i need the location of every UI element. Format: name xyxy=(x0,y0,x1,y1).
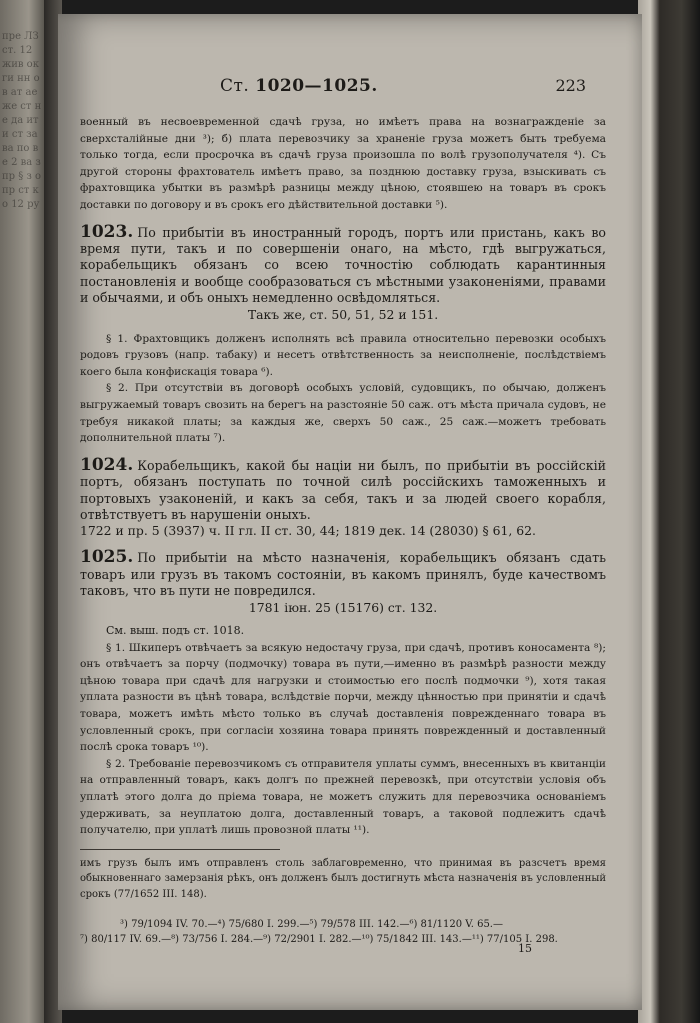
article-1023 xyxy=(80,221,606,447)
facing-page-edge xyxy=(0,0,48,1023)
page-title: Ст. 1020—1025. xyxy=(220,76,378,96)
page-number: 223 xyxy=(555,76,586,95)
article-source: Такъ же, ст. 50, 51, 52 и 151. xyxy=(247,306,439,322)
see-also-reference: См. выш. подъ ст. 1018. xyxy=(106,623,245,637)
article-text: По прибытіи въ иностранный городъ, портъ или пристань, какъ во время пути, такъ и по совершеніи онаго, на мѣсто, гдѣ выгружаться, корабельщикъ обязанъ со всею точностію соблюдать карантинныя постановленія и вообще сообразоваться съ мѣстными узаконеніями, правами и обычаями, и объ оныхъ немедленно освѣдомляться. xyxy=(80,224,606,306)
footnote-continuation: имъ грузъ былъ имъ отправленъ столь заблаговременно, что принимая въ разсчетъ время обыкновеннаго замерзанія рѣкъ, онъ долженъ былъ достигнуть мѣста назначенія въ условленный срокъ (77/1652 III. 148). xyxy=(80,857,606,900)
article-number: 1023. xyxy=(80,221,134,242)
footnote-line: ³) 79/1094 IV. 70.—⁴) 75/680 I. 299.—⁵) 79/578 III. 142.—⁶) 81/1120 V. 65.— xyxy=(120,918,503,930)
article-1024 xyxy=(80,454,606,540)
article-text: Корабельщикъ, какой бы націи ни былъ, по прибытіи въ россійскій портъ, обязанъ поступать по точной силѣ россійскихъ таможенныхъ и портовыхъ узаконеній, и какъ за себя, такъ и за людей своего корабля, отвѣтствуетъ въ нарушеніи оныхъ. xyxy=(80,457,606,522)
book-page xyxy=(58,14,642,1010)
article-text: По прибытіи на мѣсто назначенія, корабельщикъ обязанъ сдать товаръ или грузъ въ такомъ состояніи, въ какомъ принялъ, буде качествомъ таковъ, что въ пути не повредился. xyxy=(80,550,606,599)
article-note: § 1. Шкиперъ отвѣчаетъ за всякую недостачу груза, при сдачѣ, противъ коносамента ⁸); онъ отвѣчаетъ за порчу (подмочку) товара въ пути,—именно въ размѣрѣ разности между цѣною товара при сдачѣ для нагрузки и стоимостью его послѣ подмочки ⁹), хотя такая уплата разности въ цѣнѣ товара, вслѣдствіе порчи, между цѣнностью при принятіи и сдачѣ товара, можетъ имѣть мѣсто только въ случаѣ доставленія поврежденнаго товара въ условленный срокъ, при согласіи хозяина товара принять поврежденный и доставленный послѣ срока товаръ ¹⁰). xyxy=(80,641,606,754)
facing-page-text: пре ЛЗ ст. 12 жив ок ги нн ов ат ае же ст не да ит и ст за ва по ве 2 ва з пр § з о пр ст ко 12 ру xyxy=(2,31,42,210)
article-source: 1781 іюн. 25 (15176) ст. 132. xyxy=(248,599,438,615)
article-1025 xyxy=(80,549,606,838)
footnote-divider xyxy=(80,849,280,850)
article-number: 1024. xyxy=(80,454,134,475)
footnote-line: ⁷) 80/117 IV. 69.—⁸) 73/756 I. 284.—⁹) 72/2901 I. 282.—¹⁰) 75/1842 III. 143.—¹¹) 77/105 I. 298. xyxy=(80,934,558,946)
article-number: 1025. xyxy=(80,547,134,568)
article-note: § 2. Требованіе перевозчикомъ съ отправителя уплаты суммъ, внесенныхъ въ квитанціи на отправленный товаръ, какъ долгъ по прежней перевозкѣ, при отсутствіи условія объ уплатѣ этого долга до пріема товара, не можетъ служить для перевозчика основаніемъ удерживать, за неуплатою долга, доставленный товаръ, а таковой подлежитъ сдачѣ получателю, при уплатѣ лишь провозной платы ¹¹). xyxy=(80,757,606,837)
page-body xyxy=(80,114,606,948)
article-source: 1722 и пр. 5 (3937) ч. II гл. II ст. 30, 44; 1819 дек. 14 (28030) § 61, 62. xyxy=(80,523,536,539)
signature-mark: 15 xyxy=(518,942,532,955)
article-note: § 2. При отсутствіи въ договорѣ особыхъ условій, судовщикъ, по обычаю, долженъ выгружаемый товаръ свозить на берегъ на разстояніе 50 саж. отъ мѣста причала судовъ, не требуя никакой платы; за каждыя же, сверхъ 50 саж., 25 саж.—можетъ требовать дополнительной платы ⁷). xyxy=(80,382,606,445)
running-header xyxy=(58,76,642,100)
book-cover-edge xyxy=(638,0,700,1023)
intro-paragraph: военный въ несвоевременной сдачѣ груза, но имѣетъ права на вознагражденіе за сверхсталійные дни ³); б) плата перевозчику за храненіе груза можетъ быть требуема только тогда, если просрочка въ сдачѣ груза произошла по волѣ грузополучателя ⁴). Съ другой стороны фрахтователь имѣетъ право, за позднюю доставку груза, взыскивать съ фрахтовщика убытки въ размѣрѣ разницы между цѣною, стоявшею на товаръ въ срокъ доставки по договору и въ срокъ его дѣйствительной доставки ⁵). xyxy=(80,116,606,211)
article-note: § 1. Фрахтовщикъ долженъ исполнять всѣ правила относительно перевозки особыхъ родовъ грузовъ (напр. табаку) и несетъ отвѣтственность за неисполненіе, послѣдствіемъ коего была конфискація товара ⁶). xyxy=(80,332,606,378)
